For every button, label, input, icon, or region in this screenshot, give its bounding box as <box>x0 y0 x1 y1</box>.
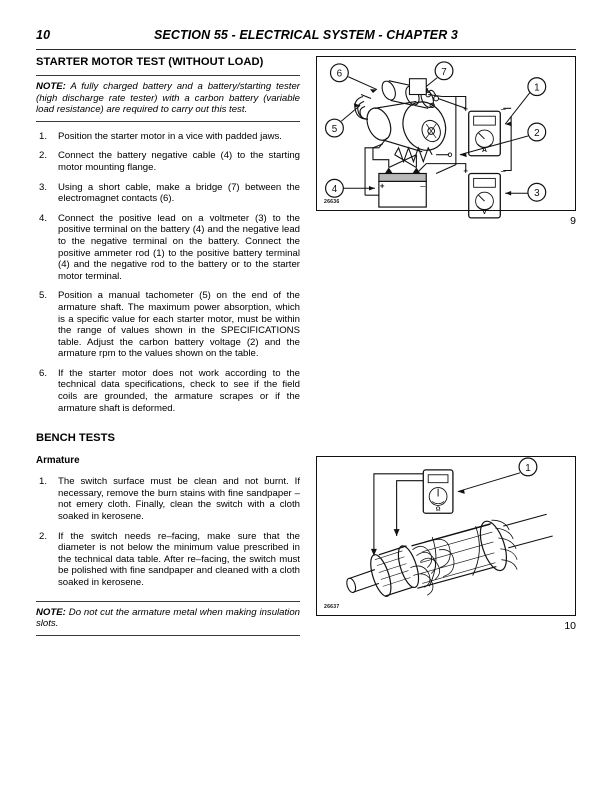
list-item-text: Position the starter motor in a vice with padded jaws. <box>58 130 282 142</box>
figure-code: 26637 <box>324 604 340 610</box>
svg-text:+: + <box>463 166 469 176</box>
list-item-number: 2. <box>39 530 48 542</box>
list-item <box>36 131 300 143</box>
svg-text:A: A <box>482 146 487 154</box>
list-item-number: 2. <box>39 150 48 162</box>
list-item-number: 1. <box>39 130 48 142</box>
svg-text:+: + <box>463 104 469 114</box>
figure-number: 10 <box>564 620 576 632</box>
note-text: A fully charged battery and a battery/starting tester (high discharge rate tester) with a carbon battery (variable load resistance) are required to carry out this test. <box>36 81 300 116</box>
header-page-number: 10 <box>36 28 51 42</box>
svg-text:1: 1 <box>534 82 540 94</box>
svg-text:–: – <box>420 180 426 191</box>
svg-text:6: 6 <box>336 68 343 80</box>
list-item-text: Position a manual tachometer (5) on the end of the armature shaft. The maximum power absorption, which is a specific value for each starter motor, must be within the range of values shown in the SPECIFICATIONS table. Adjust the carbon battery voltage (2) and the armature rpm to the values shown on the table. <box>58 290 300 360</box>
figure-starter-motor-test <box>316 56 576 216</box>
list-item-number: 4. <box>39 212 48 224</box>
list-item <box>36 368 300 414</box>
svg-text:1: 1 <box>525 462 531 474</box>
starter-test-steps-list <box>36 131 300 414</box>
note-label: NOTE: <box>36 606 66 618</box>
list-item-text: Connect the positive lead on a voltmeter (3) to the positive terminal on the battery (4) and the negative lead to the negative terminal on the battery. Connect the positive ammeter rod (1) to the positive battery terminal (4) and the negative rod to the battery or to the starter motor terminal. <box>58 212 300 282</box>
figure-code: 26636 <box>324 199 340 205</box>
section-heading-starter-motor-test: STARTER MOTOR TEST (WITHOUT LOAD) <box>36 56 264 68</box>
list-item-text: Connect the battery negative cable (4) to the starting motor mounting flange. <box>58 150 300 173</box>
list-item <box>36 476 300 522</box>
section-heading-bench-tests: BENCH TESTS <box>36 432 115 445</box>
svg-text:3: 3 <box>534 188 540 200</box>
list-item-text: Using a short cable, make a bridge (7) between the electromagnet contacts (6). <box>58 181 300 205</box>
list-item <box>36 531 300 589</box>
list-item <box>36 213 300 283</box>
svg-text:7: 7 <box>441 66 447 78</box>
note-starter-test <box>36 76 300 121</box>
list-item <box>36 290 300 360</box>
header-divider <box>36 49 576 50</box>
note-label: NOTE: <box>36 81 66 92</box>
page-header <box>36 28 576 50</box>
right-figure-column <box>316 56 578 632</box>
svg-text:V: V <box>482 208 487 216</box>
svg-text:5: 5 <box>331 124 338 136</box>
note-armature-insulation <box>36 602 300 635</box>
figure-armature-bench-test-drawing <box>317 457 575 615</box>
note-text: Do not cut the armature metal when making insulation slots. <box>36 606 300 630</box>
subheading-armature: Armature <box>36 455 80 467</box>
page-title: SECTION 55 - ELECTRICAL SYSTEM - CHAPTER 3 <box>153 28 458 42</box>
list-item-text: The switch surface must be clean and not burnt. If necessary, remove the burn stains with fine sandpaper – not emery cloth. Finally, clean the switch with a cloth soaked in kerosene. <box>58 476 300 523</box>
svg-text:–: – <box>500 103 506 114</box>
list-item <box>36 182 300 205</box>
svg-text:–: – <box>500 165 506 176</box>
list-item-number: 5. <box>39 290 48 302</box>
figure-armature-bench-test <box>316 456 576 616</box>
list-item-number: 6. <box>39 367 48 379</box>
svg-text:Ω: Ω <box>435 506 441 513</box>
figure-starter-motor-test-drawing <box>317 57 575 216</box>
list-item-number: 3. <box>39 181 48 193</box>
figure-number: 9 <box>570 215 576 227</box>
divider-below-bench-note <box>36 635 300 636</box>
list-item-number: 1. <box>39 476 48 488</box>
list-item-text: If the starter motor does not work according to the technical data specifications, check to see if the field coils are grounded, the armature scrapes or if the armature shaft is deformed. <box>58 367 300 414</box>
list-item-text: If the switch needs re–facing, make sure that the diameter is not below the minimum value prescribed in the technical data table. After re–facing, the switch must be polished with fine sandpaper and cleaned with a cloth soaked in kerosene. <box>58 530 300 588</box>
bench-tests-steps-list <box>36 476 300 588</box>
svg-text:+: + <box>379 181 385 191</box>
left-text-column <box>36 56 300 636</box>
svg-text:2: 2 <box>534 127 540 139</box>
divider-below-note <box>36 121 300 122</box>
svg-text:4: 4 <box>331 184 338 196</box>
list-item <box>36 150 300 173</box>
